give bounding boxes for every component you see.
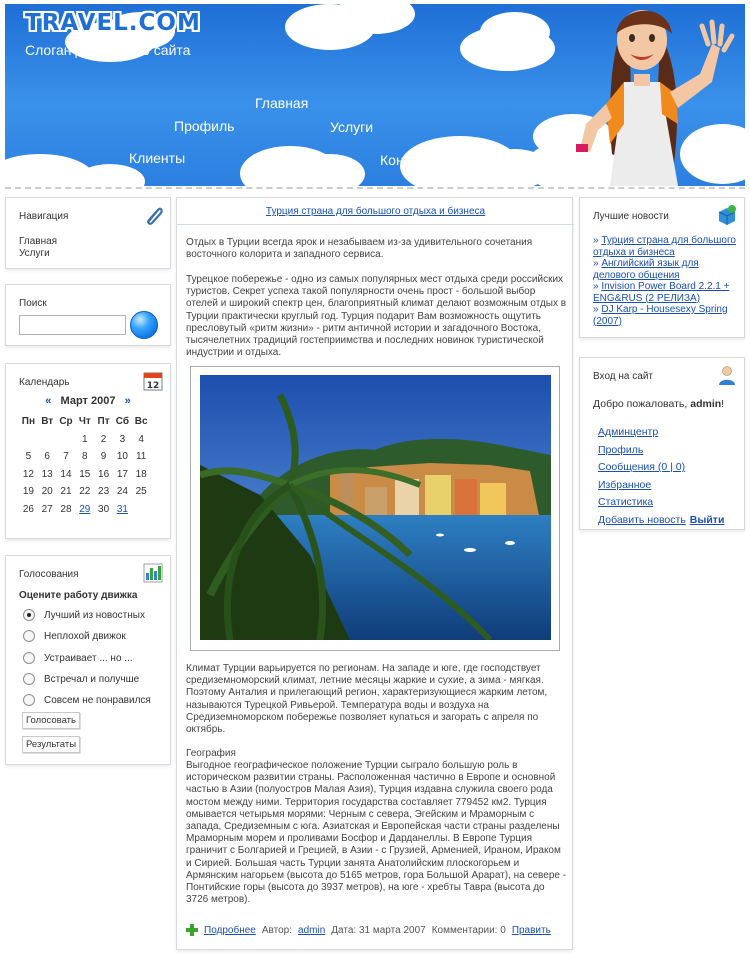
search-panel <box>5 284 171 346</box>
calendar-day: 4 <box>138 433 144 445</box>
calendar-day: 22 <box>79 486 91 498</box>
poll-option-label: Совсем не понравился <box>44 694 151 706</box>
read-more-link[interactable]: Подробнее <box>204 924 256 936</box>
weekday-label: Вт <box>41 416 54 428</box>
plus-icon <box>186 924 198 936</box>
calendar-weekday-row <box>19 413 151 431</box>
calendar-day-link[interactable]: 29 <box>79 503 91 515</box>
calendar-day: 19 <box>22 486 34 498</box>
article-panel <box>176 197 573 950</box>
calendar-month-label: Март 2007 <box>60 395 116 407</box>
calendar-week <box>19 501 151 519</box>
poll-option-label: Неплохой движок <box>44 630 126 642</box>
calendar-day: 25 <box>135 486 147 498</box>
calendar-day: 13 <box>41 468 53 480</box>
radio-button[interactable] <box>23 630 35 642</box>
calendar-day: 2 <box>100 433 107 445</box>
calendar-day <box>38 431 57 449</box>
article-photo-frame <box>190 366 560 651</box>
panel-title: Голосования <box>19 569 79 580</box>
edit-link[interactable]: Править <box>511 924 551 936</box>
poll-option-label: Встречал и получше <box>44 673 140 685</box>
poll-option[interactable] <box>23 608 145 622</box>
poll-option[interactable] <box>23 651 133 665</box>
nav-clients[interactable]: Клиенты <box>129 150 186 166</box>
article-title-divider <box>177 224 574 225</box>
calendar-day: 8 <box>82 451 88 463</box>
nav-services[interactable]: Услуги <box>330 119 374 135</box>
navigation-panel <box>5 197 171 269</box>
calendar-day: 9 <box>100 451 107 463</box>
calendar-day: 6 <box>44 451 50 463</box>
panel-title: Вход на сайт <box>593 371 653 382</box>
calendar-day <box>132 501 151 519</box>
calendar-day <box>19 431 38 449</box>
calendar-week <box>19 431 151 449</box>
calendar-day: 1 <box>82 433 88 445</box>
panel-title: Поиск <box>19 298 47 309</box>
favorites-link[interactable]: Избранное <box>598 478 652 491</box>
calendar-week <box>19 483 151 501</box>
article-paragraph: Турецкое побережье - одно из самых популярных мест отдыха среди российских туристов. Секрет успеха такой популярности очень прост - большой выбор отелей и широкий спектр цен, благоприятный климат делают возможным отдых в Турции практически круглый год. Турция подарит Вам возможность ощутить пресловутый «ритм жизни» - ритм античной истории и загадочного Востока, тысячелетних традиций гостеприимства и последних новинок туристической индустрии и отдыха. <box>186 274 567 359</box>
vote-button[interactable]: Голосовать <box>22 712 80 729</box>
article-paragraph: Выгодное географическое положение Турции сыграло большую роль в историческом развитии страны. Расположенная частично в Европе и основной частью в Азии (полуостров Малая Азия), Турция издавна служила своего рода мостом между ними. Территория государства составляет 779452 км2. Турция омывается четырьмя морями: Черным с севера, Эгейским и Мраморным с запада, Средиземным с юга. Азиатская и Европейская части страны разделены Мраморным морем и проливами Босфор и Дарданеллы. В Европе Турция граничит с Болгарией и Грецией, в Азии - с Грузией, Арменией, Ираном, Ираком и Сирией. Большая часть Турции занята Анатолийским плоскогорьем и Армянским нагорьем (высота до 5165 метров, гора Большой Арарат), на севере - Понтийские горы (высота до 3937 метров), на юге - хребты Тавра (высота до 3726 метров). <box>186 760 567 906</box>
statistics-link[interactable]: Статистика <box>598 496 654 509</box>
calendar-panel <box>5 363 171 539</box>
navigation-item-home[interactable]: Главная <box>19 236 58 247</box>
calendar-month-header <box>6 395 170 407</box>
panel-title: Лучшие новости <box>593 211 669 222</box>
cloud-decoration <box>295 154 365 186</box>
calendar-day: 3 <box>119 433 126 445</box>
calendar-icon <box>142 370 164 392</box>
mascot-girl-illustration <box>550 4 740 186</box>
news-box-icon <box>716 204 738 226</box>
site-logo[interactable]: TRAVEL.COM <box>25 10 201 36</box>
weekday-label: Вс <box>134 416 148 428</box>
logout-link[interactable]: Выйти <box>689 513 725 526</box>
nav-home[interactable]: Главная <box>255 95 309 111</box>
calendar-day: 24 <box>116 486 128 498</box>
calendar-week <box>19 448 151 466</box>
calendar-grid <box>19 413 151 518</box>
author-label: Автор: <box>261 924 293 936</box>
calendar-day: 10 <box>116 451 128 463</box>
article-intro: Отдых в Турции всегда ярок и незабываем из-за удивительного сочетания восточного колорита и западного сервиса. <box>186 237 533 261</box>
poll-question: Оцените работу движка <box>19 590 138 601</box>
username: admin <box>690 398 722 410</box>
panel-title: Календарь <box>19 377 70 388</box>
best-news-item[interactable]: » DJ Karp - Housesexy Spring (2007) <box>593 304 728 327</box>
weekday-label: Чт <box>78 416 91 428</box>
calendar-day: 23 <box>98 486 110 498</box>
calendar-day: 12 <box>22 468 34 480</box>
calendar-day: 20 <box>41 486 53 498</box>
calendar-next-month[interactable]: » <box>124 395 131 407</box>
search-input[interactable] <box>19 315 126 335</box>
calendar-day: 21 <box>60 486 72 498</box>
nav-profile[interactable]: Профиль <box>174 118 235 134</box>
calendar-day: 27 <box>41 503 53 515</box>
navigation-item-services[interactable]: Услуги <box>19 248 50 259</box>
weekday-label: Сб <box>115 416 130 428</box>
article-date: Дата: 31 марта 2007 <box>331 924 426 936</box>
best-news-item[interactable]: » Invision Power Board 2.2.1 + ENG&RUS (2 РЕЛИЗА) <box>593 281 730 304</box>
calendar-day: 28 <box>60 503 72 515</box>
profile-link[interactable]: Профиль <box>598 443 644 456</box>
best-news-item[interactable]: » Турция страна для большого отдыха и бизнеса <box>593 235 736 258</box>
author-link[interactable]: admin <box>298 924 326 936</box>
poll-option-label: Устраивает ... но ... <box>44 652 133 664</box>
article-photo <box>200 375 551 640</box>
calendar-day: 15 <box>79 468 91 480</box>
nav-contacts[interactable]: Контакты <box>380 152 441 168</box>
calendar-day: 16 <box>98 468 110 480</box>
poll-option-label: Лучший из новостных <box>44 609 145 621</box>
search-button[interactable] <box>130 311 158 339</box>
radio-button[interactable] <box>23 694 35 706</box>
weekday-label: Ср <box>59 416 73 428</box>
cloud-decoration <box>480 12 550 52</box>
article-paragraph: Климат Турции варьируется по регионам. На западе и юге, где господствует средиземноморский климат, летние месяцы жаркие и сухие, а зима - мягкая. Поэтому Анталия и прилегающий регион, характеризующиеся жарким летом, называются Турецкой Ривьерой. Температура воды и воздуха на Средиземноморском побережье позволяет купаться и загорать с апреля по октябрь. <box>186 663 548 736</box>
poll-panel <box>5 555 171 765</box>
login-panel <box>579 357 745 530</box>
calendar-day: 17 <box>116 468 128 480</box>
panel-title: Навигация <box>19 211 69 222</box>
radio-button-checked[interactable] <box>23 609 35 621</box>
add-news-link[interactable]: Добавить новость <box>598 513 686 526</box>
bar-chart-icon <box>142 562 164 584</box>
poll-option[interactable] <box>23 693 151 707</box>
calendar-day <box>57 431 76 449</box>
article-title-link[interactable]: Турция страна для большого отдыха и бизнеса <box>265 206 486 217</box>
site-slogan: Слоган для вашего сайта <box>25 42 191 58</box>
results-button[interactable]: Результаты <box>22 736 80 753</box>
calendar-day: 26 <box>22 503 34 515</box>
weekday-label: Пт <box>97 416 110 428</box>
welcome-text: Добро пожаловать, admin! <box>593 398 725 410</box>
calendar-week <box>19 466 151 484</box>
admin-center-link[interactable]: Админцентр <box>598 426 659 438</box>
paperclip-icon <box>142 204 164 226</box>
article-footer <box>186 924 551 936</box>
calendar-day: 30 <box>98 503 110 515</box>
calendar-day: 18 <box>135 468 147 480</box>
article-title <box>177 206 574 217</box>
radio-button[interactable] <box>23 652 35 664</box>
header-divider <box>5 187 745 191</box>
messages-link[interactable]: Сообщения (0 | 0) <box>598 461 686 474</box>
calendar-prev-month[interactable]: « <box>45 395 52 407</box>
calendar-day: 11 <box>135 451 147 463</box>
best-news-item[interactable]: » Английский язык для делового общения <box>593 258 699 281</box>
radio-button[interactable] <box>23 673 35 685</box>
calendar-icon-day: 12 <box>146 381 160 391</box>
calendar-day: 5 <box>25 451 32 463</box>
calendar-day: 14 <box>60 468 72 480</box>
poll-option[interactable] <box>23 629 126 643</box>
weekday-label: Пн <box>21 416 36 428</box>
article-section-heading: География <box>186 748 236 759</box>
user-icon <box>716 364 738 386</box>
best-news-panel <box>579 197 745 338</box>
calendar-day: 7 <box>63 451 69 463</box>
calendar-day-link[interactable]: 31 <box>116 503 128 515</box>
site-header <box>5 4 745 186</box>
article-comments: Комментарии: 0 <box>431 924 506 936</box>
poll-option[interactable] <box>23 672 139 686</box>
